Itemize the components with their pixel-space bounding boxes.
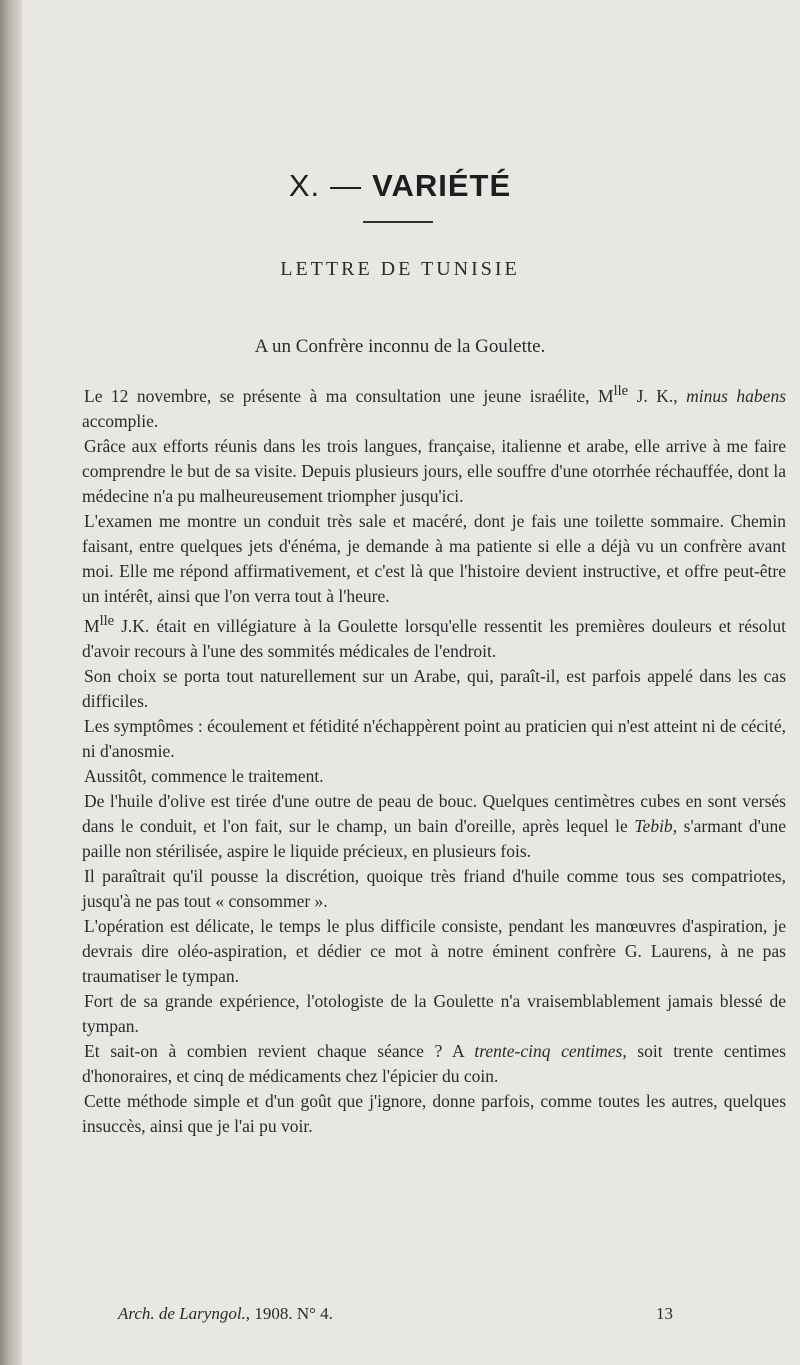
paragraph: Son choix se porta tout naturellement sur un Arabe, qui, paraît-il, est parfois appelé dans les cas difficiles. (82, 665, 786, 711)
page-number: 13 (656, 1304, 673, 1323)
journal-issue: 1908. N° 4. (254, 1304, 333, 1323)
section-dash: — (330, 168, 363, 203)
paragraph: Il paraîtrait qu'il pousse la discrétion, quoique très friand d'huile comme tous ses compatriotes, jusqu'à ne pas tout « consommer ». (82, 865, 786, 911)
article-title: LETTRE DE TUNISIE (280, 258, 520, 280)
dedication-line: A un Confrère inconnu de la Goulette. (254, 336, 546, 357)
paragraph: Grâce aux efforts réunis dans les trois langues, française, italienne et arabe, elle arrive à me faire comprendre le but de sa visite. Depuis plusieurs jours, elle souffre d'une otorrhée réchauffée, dont la médecine n'a pu malheureusement triompher jusqu'ici. (82, 435, 786, 506)
paragraph: De l'huile d'olive est tirée d'une outre de peau de bouc. Quelques centimètres cubes en sont versés dans le conduit, et l'on fait, sur le champ, un bain d'oreille, après lequel le Tebib, s'armant d'une paille non stérilisée, aspire le liquide précieux, en plusieurs fois. (82, 790, 786, 861)
paragraph: Et sait-on à combien revient chaque séance ? A trente-cinq centimes, soit trente centimes d'honoraires, et cinq de médicaments chez l'épicier du coin. (82, 1040, 786, 1086)
paragraph: Les symptômes : écoulement et fétidité n'échappèrent point au praticien qui n'est atteint ni de cécité, ni d'anosmie. (82, 715, 786, 761)
paragraph: L'examen me montre un conduit très sale et macéré, dont je fais une toilette sommaire. Chemin faisant, entre quelques jets d'énéma, je demande à ma patiente si elle a déjà vu un confrère avant moi. Elle me répond affirmativement, et c'est là que l'histoire devient instructive, et offre peut-être un intérêt, ainsi que l'on verra tout à l'heure. (82, 510, 786, 606)
paragraph: Fort de sa grande expérience, l'otologiste de la Goulette n'a vraisemblablement jamais blessé de tympan. (82, 990, 786, 1036)
body-text (82, 379, 786, 1139)
paragraph: L'opération est délicate, le temps le plus difficile consiste, pendant les manœuvres d'aspiration, je devrais dire oléo-aspiration, et dédier ce mot à notre éminent confrère G. Laurens, à ne pas traumatiser le tympan. (82, 915, 786, 986)
paragraph: Aussitôt, commence le traitement. (84, 765, 324, 786)
paragraph: Cette méthode simple et d'un goût que j'ignore, donne parfois, comme toutes les autres, quelques insuccès, ainsi que je l'ai pu voir. (82, 1090, 786, 1136)
journal-name: Arch. de Laryngol., (118, 1304, 251, 1323)
section-heading (0, 168, 800, 204)
page-footer (118, 1304, 678, 1324)
section-number: X. (288, 168, 321, 203)
heading-rule (363, 221, 433, 223)
paragraph: $M^{lle}$ J.K. était en villégiature à la Goulette lorsqu'elle ressentit les premières douleurs et résolut d'avoir recours à l'une des sommités médicales de l'endroit. (82, 612, 786, 661)
section-title: VARIÉTÉ (372, 168, 512, 203)
paragraph: Le 12 novembre, se présente à ma consultation une jeune israélite, $M^{lle}$ J. K., minus habens accomplie. (82, 383, 787, 431)
